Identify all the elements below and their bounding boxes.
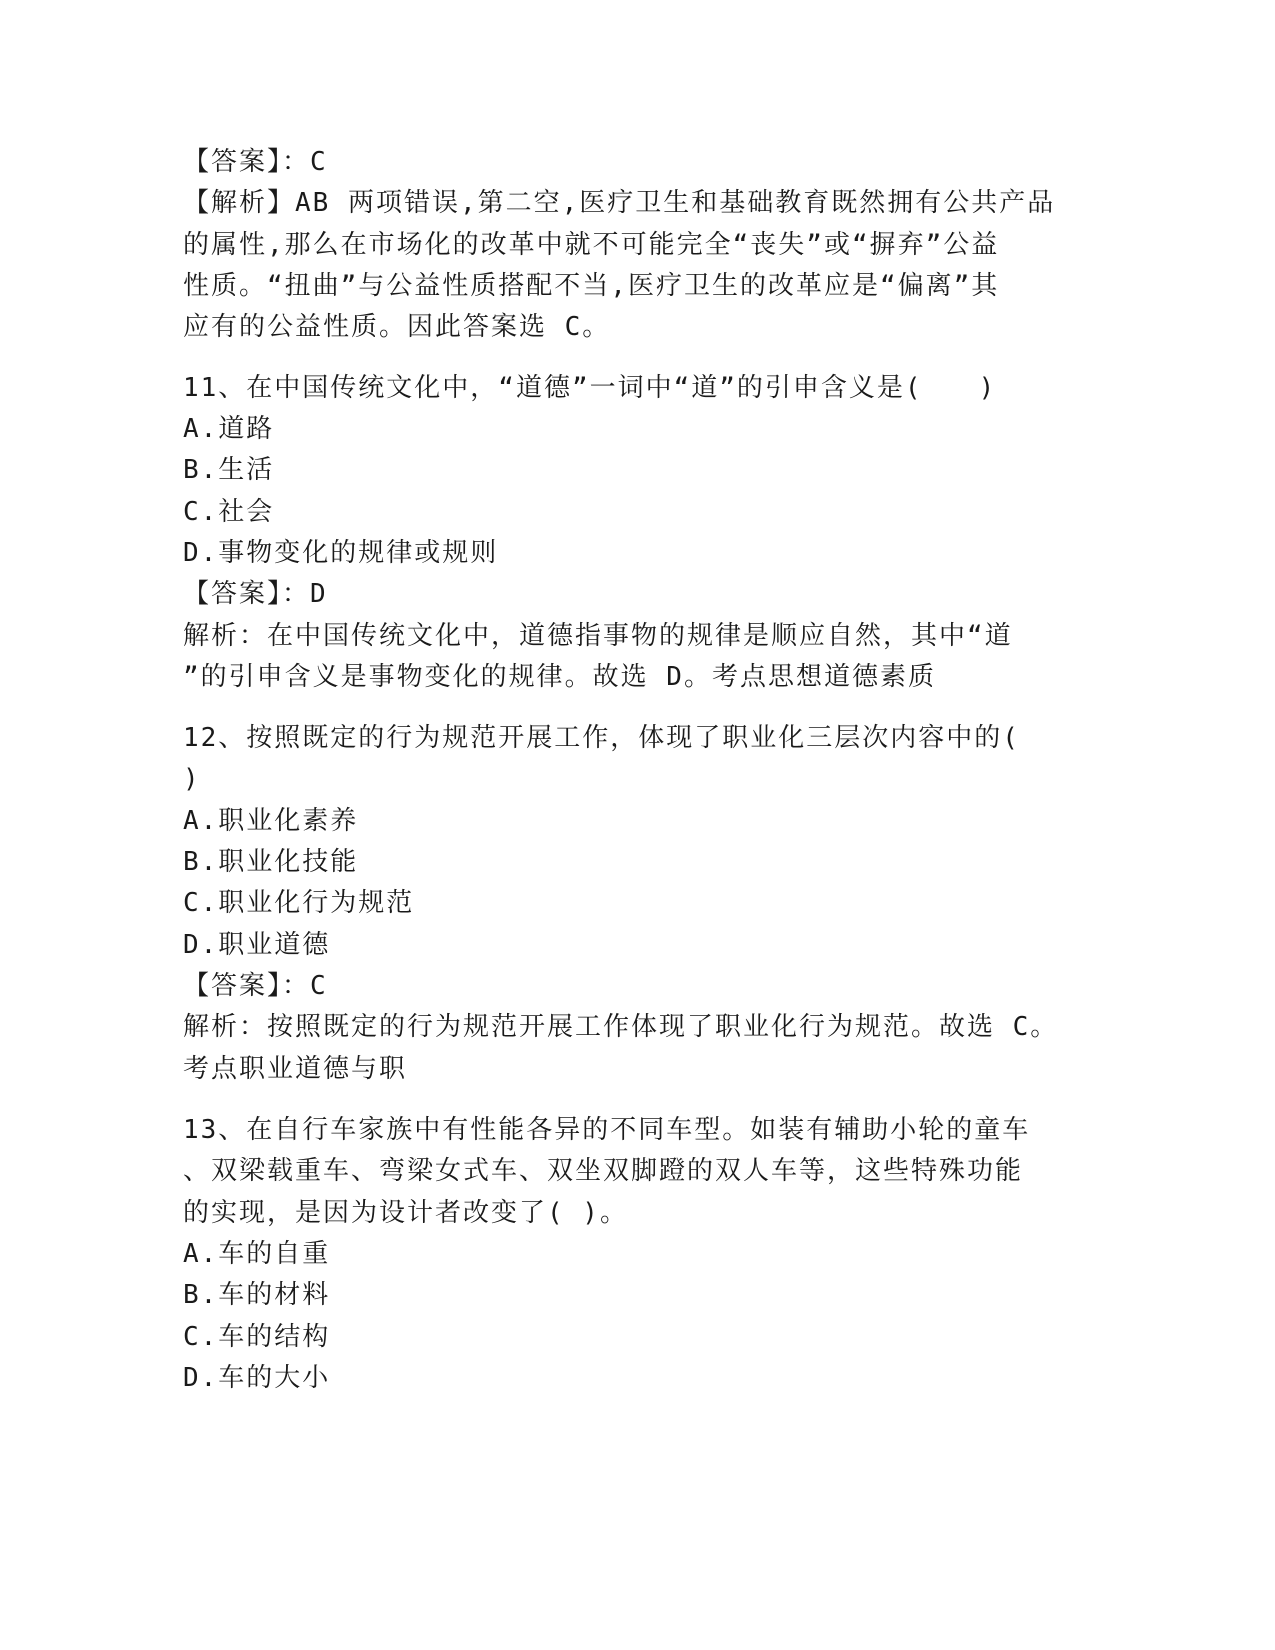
question-11-option-b: B.生活 <box>183 455 275 485</box>
question-13-option-d: D.车的大小 <box>183 1363 331 1393</box>
question-11-answer: 【答案】：D <box>183 579 328 609</box>
question-13-option-c: C.车的结构 <box>183 1322 331 1352</box>
question-13-text: 的实现，是因为设计者改变了( )。 <box>183 1198 628 1228</box>
question-12-explanation: 考点职业道德与职 <box>183 1054 408 1084</box>
question-12-text: 12、按照既定的行为规范开展工作，体现了职业化三层次内容中的( <box>183 723 1020 753</box>
question-12-option-b: B.职业化技能 <box>183 847 359 877</box>
question-12-explanation: 解析：按照既定的行为规范开展工作体现了职业化行为规范。故选 C。 <box>183 1012 1059 1042</box>
question-12-option-a: A.职业化素养 <box>183 806 359 836</box>
question-12-option-d: D.职业道德 <box>183 930 331 960</box>
explanation-line: 性质。“扭曲”与公益性质搭配不当,医疗卫生的改革应是“偏离”其 <box>183 271 1000 301</box>
question-11-explanation: 解析：在中国传统文化中，道德指事物的规律是顺应自然，其中“道 <box>183 621 1013 651</box>
question-12-option-c: C.职业化行为规范 <box>183 888 415 918</box>
question-11-text: 11、在中国传统文化中，“道德”一词中“道”的引申含义是( ) <box>183 373 997 403</box>
question-12-answer: 【答案】：C <box>183 971 328 1001</box>
question-13-option-a: A.车的自重 <box>183 1239 331 1269</box>
explanation-line: 的属性,那么在市场化的改革中就不可能完全“丧失”或“摒弃”公益 <box>183 230 1000 260</box>
question-11-option-a: A.道路 <box>183 414 275 444</box>
answer-line: 【答案】：C <box>183 147 328 177</box>
question-11-option-d: D.事物变化的规律或规则 <box>183 538 499 568</box>
question-13-option-b: B.车的材料 <box>183 1280 331 1310</box>
question-12-text: ) <box>183 764 201 794</box>
question-13-text: 13、在自行车家族中有性能各异的不同车型。如装有辅助小轮的童车 <box>183 1115 1031 1145</box>
question-13-text: 、双梁载重车、弯梁女式车、双坐双脚蹬的双人车等，这些特殊功能 <box>183 1156 1024 1186</box>
question-11-option-c: C.社会 <box>183 497 275 527</box>
question-11-explanation: ”的引申含义是事物变化的规律。故选 D。考点思想道德素质 <box>183 662 936 692</box>
explanation-line: 应有的公益性质。因此答案选 C。 <box>183 312 611 342</box>
explanation-line: 【解析】AB 两项错误,第二空,医疗卫生和基础教育既然拥有公共产品 <box>183 188 1056 218</box>
